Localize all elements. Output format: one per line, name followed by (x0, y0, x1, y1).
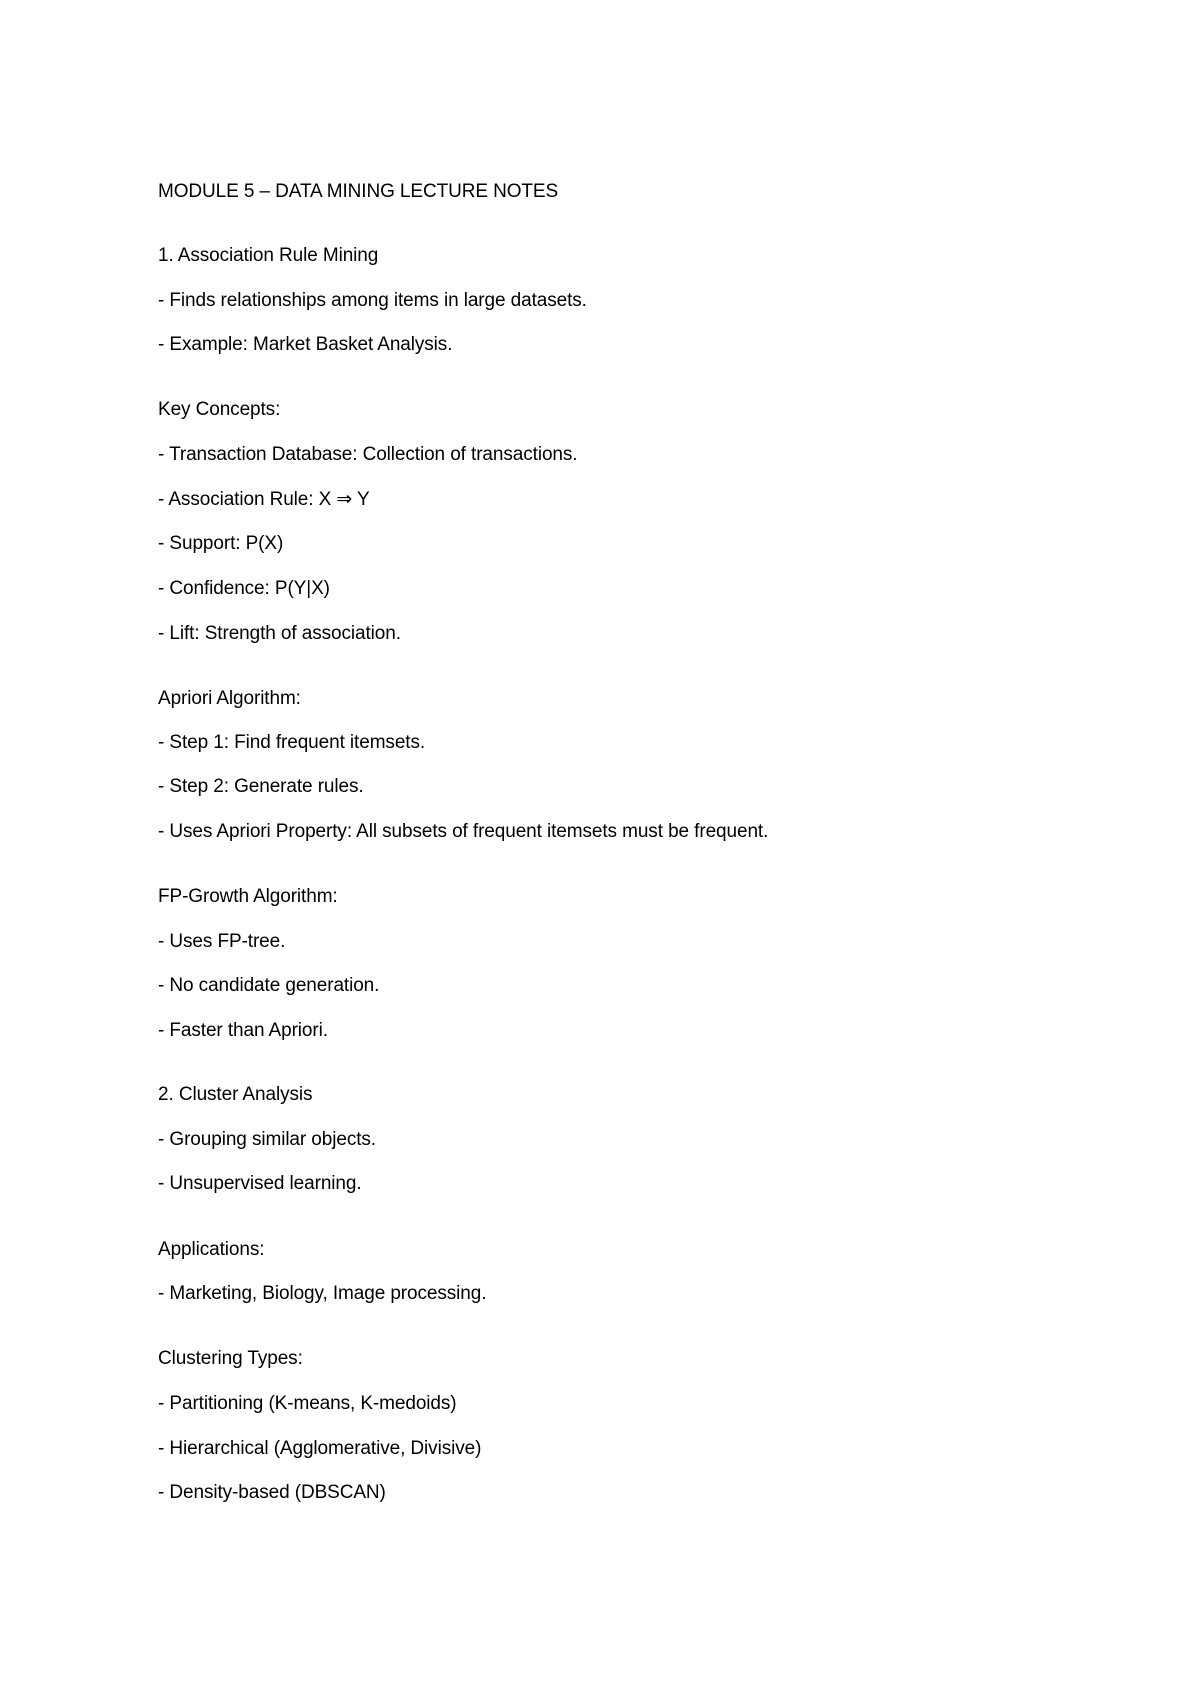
subheading-applications: Applications: (158, 1239, 265, 1260)
text-line: - Example: Market Basket Analysis. (158, 334, 453, 355)
text-line: - No candidate generation. (158, 975, 380, 996)
text-line: - Uses Apriori Property: All subsets of frequent itemsets must be frequent. (158, 821, 769, 842)
text-line: - Density-based (DBSCAN) (158, 1482, 386, 1503)
subheading-fp-growth-algorithm: FP-Growth Algorithm: (158, 886, 338, 907)
subheading-clustering-types: Clustering Types: (158, 1348, 303, 1369)
section-heading-association-rule-mining: 1. Association Rule Mining (158, 245, 379, 266)
section-heading-cluster-analysis: 2. Cluster Analysis (158, 1084, 313, 1105)
text-line: - Step 1: Find frequent itemsets. (158, 732, 426, 753)
subheading-apriori-algorithm: Apriori Algorithm: (158, 688, 301, 709)
text-line: - Step 2: Generate rules. (158, 776, 364, 797)
text-line: - Finds relationships among items in large datasets. (158, 290, 587, 311)
text-line: - Partitioning (K-means, K-medoids) (158, 1393, 457, 1414)
text-line: - Grouping similar objects. (158, 1129, 376, 1150)
text-line: - Association Rule: X ⇒ Y (158, 489, 370, 510)
text-line: - Transaction Database: Collection of transactions. (158, 444, 578, 465)
text-line: - Confidence: P(Y|X) (158, 578, 330, 599)
text-line: - Uses FP-tree. (158, 931, 286, 952)
text-line: - Marketing, Biology, Image processing. (158, 1283, 487, 1304)
subheading-key-concepts: Key Concepts: (158, 399, 281, 420)
document-title: MODULE 5 – DATA MINING LECTURE NOTES (158, 181, 559, 202)
text-line: - Unsupervised learning. (158, 1173, 362, 1194)
text-line: - Lift: Strength of association. (158, 623, 401, 644)
text-line: - Faster than Apriori. (158, 1020, 328, 1041)
text-line: - Hierarchical (Agglomerative, Divisive) (158, 1438, 482, 1459)
text-line: - Support: P(X) (158, 533, 284, 554)
